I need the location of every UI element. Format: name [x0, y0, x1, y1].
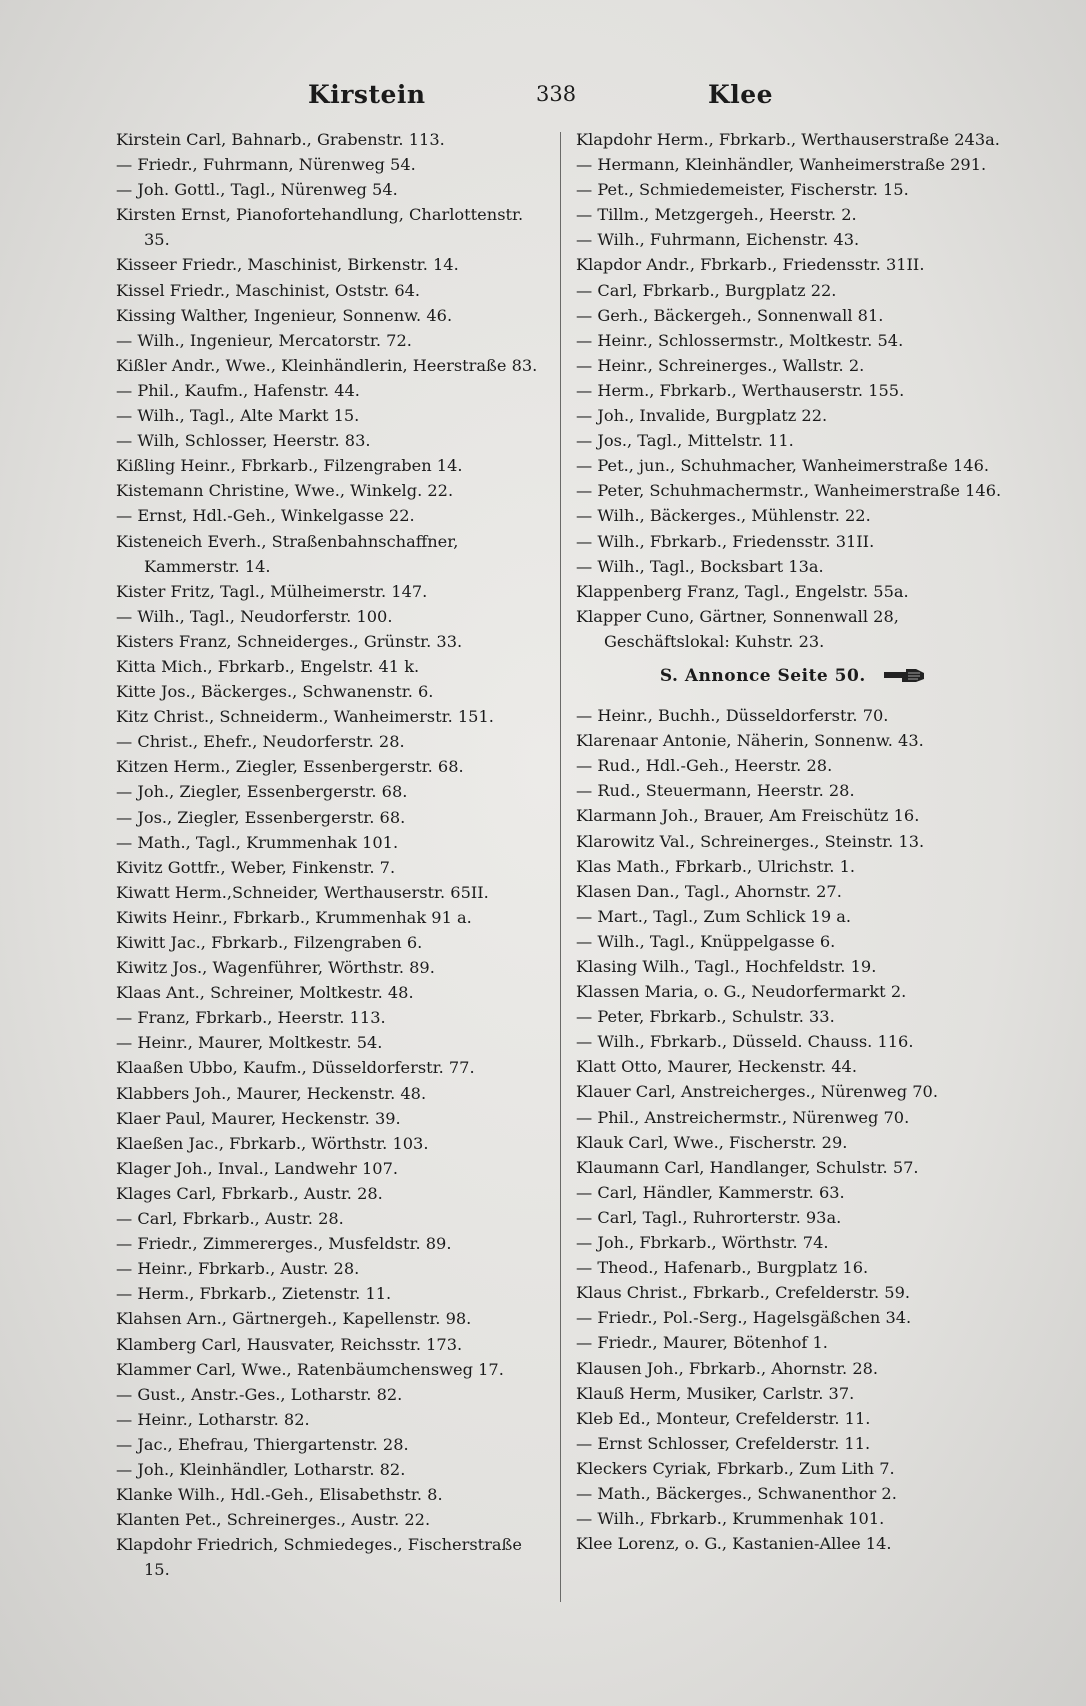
directory-entry: Klauß Herm, Musiker, Carlstr. 37.: [576, 1383, 855, 1403]
directory-entry: — Wilh., Tagl., Bocksbart 13a.: [576, 556, 824, 576]
directory-entry: — Wilh., Fbrkarb., Friedensstr. 31II.: [576, 531, 875, 551]
directory-entry: Klasen Dan., Tagl., Ahornstr. 27.: [576, 881, 842, 901]
column-divider: [560, 132, 561, 1602]
directory-entry: Kirstein Carl, Bahnarb., Grabenstr. 113.: [116, 130, 445, 149]
directory-entry: Kiwitt Jac., Fbrkarb., Filzengraben 6.: [116, 933, 423, 952]
directory-entry: Kivitz Gottfr., Weber, Finkenstr. 7.: [116, 857, 396, 877]
directory-entry: Klee Lorenz, o. G., Kastanien-Allee 14.: [576, 1534, 892, 1554]
directory-entry: — Rud., Steuermann, Heerstr. 28.: [576, 781, 855, 801]
directory-entry: — Carl, Händler, Kammerstr. 63.: [576, 1182, 845, 1202]
directory-entry: Klapdohr Friedrich, Schmiedeges., Fischerstraße 15.: [116, 1535, 522, 1580]
directory-entry: Kissel Friedr., Maschinist, Oststr. 64.: [116, 280, 421, 300]
directory-entry: — Joh., Invalide, Burgplatz 22.: [576, 406, 828, 426]
directory-entry: Klahsen Arn., Gärtnergeh., Kapellenstr. 98.: [116, 1309, 472, 1329]
right-column-top: [576, 127, 1010, 654]
directory-entry: — Jos., Ziegler, Essenbergerstr. 68.: [116, 807, 406, 827]
directory-entry: Klausen Joh., Fbrkarb., Ahornstr. 28.: [576, 1358, 879, 1378]
directory-entry: — Mart., Tagl., Zum Schlick 19 a.: [576, 906, 852, 926]
right-column-bottom: [576, 703, 1010, 1556]
directory-entry: — Rud., Hdl.-Geh., Heerstr. 28.: [576, 756, 833, 776]
directory-entry: — Wilh., Bäckerges., Mühlenstr. 22.: [576, 506, 871, 526]
directory-entry: — Wilh., Ingenieur, Mercatorstr. 72.: [116, 330, 412, 350]
directory-entry: — Gust., Anstr.-Ges., Lotharstr. 82.: [116, 1384, 403, 1404]
directory-entry: — Carl, Fbrkarb., Austr. 28.: [116, 1209, 344, 1229]
directory-entry: — Wilh., Fuhrmann, Eichenstr. 43.: [576, 230, 860, 250]
directory-entry: Kleckers Cyriak, Fbrkarb., Zum Lith 7.: [576, 1458, 895, 1478]
directory-entry: — Carl, Tagl., Ruhrorterstr. 93a.: [576, 1207, 842, 1227]
header-left-keyword: Kirstein: [308, 80, 426, 109]
page-header: [118, 80, 978, 114]
directory-entry: Klarowitz Val., Schreinerges., Steinstr. 13.: [576, 831, 925, 851]
left-column: [116, 127, 548, 1582]
directory-entry: Klapdohr Herm., Fbrkarb., Werthauserstraße 243a.: [576, 130, 1000, 149]
right-column: [576, 127, 1010, 1556]
directory-entry: Klaeßen Jac., Fbrkarb., Wörthstr. 103.: [116, 1133, 429, 1153]
directory-entry: Klassen Maria, o. G., Neudorfermarkt 2.: [576, 982, 907, 1002]
directory-entry: Klaus Christ., Fbrkarb., Crefelderstr. 59.: [576, 1283, 911, 1303]
directory-entry: — Ernst, Hdl.-Geh., Winkelgasse 22.: [116, 506, 415, 526]
directory-entry: — Friedr., Pol.-Serg., Hagelsgäßchen 34.: [576, 1308, 912, 1328]
directory-entry: — Peter, Schuhmachermstr., Wanheimerstraße 146.: [576, 481, 1002, 501]
directory-entry: Klager Joh., Inval., Landwehr 107.: [116, 1158, 399, 1178]
directory-entry: Klappenberg Franz, Tagl., Engelstr. 55a.: [576, 581, 909, 601]
directory-entry: — Herm., Fbrkarb., Werthauserstr. 155.: [576, 380, 905, 400]
directory-entry: — Wilh., Tagl., Knüppelgasse 6.: [576, 931, 836, 951]
directory-entry: — Friedr., Zimmererges., Musfeldstr. 89.: [116, 1234, 452, 1254]
directory-entry: — Math., Bäckerges., Schwanenthor 2.: [576, 1483, 897, 1503]
directory-entry: Kleb Ed., Monteur, Crefelderstr. 11.: [576, 1408, 871, 1428]
directory-entry: — Wilh., Tagl., Neudorferstr. 100.: [116, 606, 393, 626]
pointing-hand-icon: [882, 667, 926, 683]
directory-entry: — Gerh., Bäckergeh., Sonnenwall 81.: [576, 305, 884, 325]
directory-entry: — Pet., Schmiedemeister, Fischerstr. 15.: [576, 180, 909, 200]
directory-entry: — Jac., Ehefrau, Thiergartenstr. 28.: [116, 1434, 409, 1454]
directory-entry: Kisters Franz, Schneiderges., Grünstr. 33.: [116, 631, 463, 651]
directory-entry: Kiwitz Jos., Wagenführer, Wörthstr. 89.: [116, 958, 435, 978]
directory-entry: Klammer Carl, Wwe., Ratenbäumchensweg 17.: [116, 1359, 504, 1379]
directory-entry: Klapdor Andr., Fbrkarb., Friedensstr. 31II.: [576, 255, 925, 275]
directory-entry: — Joh., Fbrkarb., Wörthstr. 74.: [576, 1233, 829, 1253]
directory-entry: Kitz Christ., Schneiderm., Wanheimerstr. 151.: [116, 707, 494, 727]
directory-entry: Kitte Jos., Bäckerges., Schwanenstr. 6.: [116, 682, 434, 702]
directory-entry: Kitzen Herm., Ziegler, Essenbergerstr. 68.: [116, 757, 464, 777]
directory-entry: — Heinr., Schreinerges., Wallstr. 2.: [576, 355, 865, 375]
directory-entry: Klaaßen Ubbo, Kaufm., Düsseldorferstr. 77.: [116, 1058, 475, 1078]
directory-entry: — Wilh., Fbrkarb., Krummenhak 101.: [576, 1509, 885, 1529]
annonce-notice: [576, 664, 1010, 689]
directory-entry: Kiwatt Herm.,Schneider, Werthauserstr. 65II.: [116, 882, 489, 902]
directory-entry: — Herm., Fbrkarb., Zietenstr. 11.: [116, 1284, 392, 1304]
directory-entry: — Joh., Kleinhändler, Lotharstr. 82.: [116, 1459, 406, 1479]
directory-entry: Klamberg Carl, Hausvater, Reichsstr. 173.: [116, 1334, 463, 1354]
directory-entry: — Theod., Hafenarb., Burgplatz 16.: [576, 1258, 869, 1278]
page-number: 338: [536, 82, 577, 106]
directory-entry: — Friedr., Fuhrmann, Nürenweg 54.: [116, 155, 416, 175]
directory-entry: — Wilh, Schlosser, Heerstr. 83.: [116, 431, 371, 451]
directory-entry: — Heinr., Fbrkarb., Austr. 28.: [116, 1259, 360, 1279]
directory-entry: — Math., Tagl., Krummenhak 101.: [116, 832, 399, 852]
directory-entry: Kirsten Ernst, Pianofortehandlung, Charlottenstr. 35.: [116, 205, 524, 250]
directory-entry: — Heinr., Buchh., Düsseldorferstr. 70.: [576, 706, 889, 726]
directory-entry: Klanke Wilh., Hdl.-Geh., Elisabethstr. 8.: [116, 1485, 443, 1505]
directory-entry: — Joh., Ziegler, Essenbergerstr. 68.: [116, 782, 408, 802]
directory-entry: Klaumann Carl, Handlanger, Schulstr. 57.: [576, 1157, 919, 1177]
directory-entry: — Phil., Kaufm., Hafenstr. 44.: [116, 380, 360, 400]
directory-entry: — Pet., jun., Schuhmacher, Wanheimerstraße 146.: [576, 456, 990, 476]
directory-entry: Kister Fritz, Tagl., Mülheimerstr. 147.: [116, 581, 428, 601]
directory-entry: — Ernst Schlosser, Crefelderstr. 11.: [576, 1433, 871, 1453]
directory-entry: — Jos., Tagl., Mittelstr. 11.: [576, 431, 794, 451]
directory-entry: Kißler Andr., Wwe., Kleinhändlerin, Heerstraße 83.: [116, 355, 538, 375]
directory-entry: Klaer Paul, Maurer, Heckenstr. 39.: [116, 1108, 401, 1128]
directory-entry: Klauk Carl, Wwe., Fischerstr. 29.: [576, 1132, 848, 1152]
directory-entry: Kißling Heinr., Fbrkarb., Filzengraben 14.: [116, 456, 463, 476]
directory-entry: — Phil., Anstreichermstr., Nürenweg 70.: [576, 1107, 910, 1127]
directory-entry: Klarenaar Antonie, Näherin, Sonnenw. 43.: [576, 731, 924, 751]
directory-entry: Kisteneich Everh., Straßenbahnschaffner, Kammerstr. 14.: [116, 531, 459, 576]
annonce-text: S. Annonce Seite 50.: [659, 665, 866, 686]
directory-entry: Klabbers Joh., Maurer, Heckenstr. 48.: [116, 1083, 427, 1103]
directory-entry: — Joh. Gottl., Tagl., Nürenweg 54.: [116, 180, 398, 200]
directory-entry: Klas Math., Fbrkarb., Ulrichstr. 1.: [576, 856, 856, 876]
directory-entry: — Carl, Fbrkarb., Burgplatz 22.: [576, 280, 837, 300]
directory-entry: — Heinr., Schlossermstr., Moltkestr. 54.: [576, 330, 904, 350]
directory-entry: — Tillm., Metzgergeh., Heerstr. 2.: [576, 205, 857, 225]
directory-entry: Klarmann Joh., Brauer, Am Freischütz 16.: [576, 806, 920, 826]
directory-entry: Klauer Carl, Anstreicherges., Nürenweg 70.: [576, 1082, 938, 1102]
directory-entry: Klapper Cuno, Gärtner, Sonnenwall 28, Geschäftslokal: Kuhstr. 23.: [576, 606, 899, 651]
directory-entry: Klanten Pet., Schreinerges., Austr. 22.: [116, 1510, 431, 1530]
directory-entry: Klages Carl, Fbrkarb., Austr. 28.: [116, 1183, 383, 1203]
directory-entry: — Heinr., Maurer, Moltkestr. 54.: [116, 1033, 383, 1053]
directory-entry: Kisseer Friedr., Maschinist, Birkenstr. 14.: [116, 255, 459, 275]
directory-entry: — Wilh., Tagl., Alte Markt 15.: [116, 406, 360, 426]
directory-entry: Kistemann Christine, Wwe., Winkelg. 22.: [116, 481, 454, 501]
directory-entry: — Peter, Fbrkarb., Schulstr. 33.: [576, 1007, 835, 1027]
directory-entry: — Franz, Fbrkarb., Heerstr. 113.: [116, 1008, 386, 1028]
directory-entry: — Heinr., Lotharstr. 82.: [116, 1409, 310, 1429]
directory-entry: Klasing Wilh., Tagl., Hochfeldstr. 19.: [576, 957, 877, 976]
directory-entry: Kitta Mich., Fbrkarb., Engelstr. 41 k.: [116, 656, 420, 676]
directory-entry: Klatt Otto, Maurer, Heckenstr. 44.: [576, 1057, 857, 1077]
directory-entry: — Christ., Ehefr., Neudorferstr. 28.: [116, 732, 405, 752]
directory-entry: — Friedr., Maurer, Bötenhof 1.: [576, 1333, 828, 1353]
header-right-keyword: Klee: [708, 80, 774, 109]
directory-entry: Klaas Ant., Schreiner, Moltkestr. 48.: [116, 983, 414, 1003]
directory-entry: Kiwits Heinr., Fbrkarb., Krummenhak 91 a.: [116, 907, 472, 927]
directory-entry: Kissing Walther, Ingenieur, Sonnenw. 46.: [116, 305, 453, 325]
directory-entry: — Hermann, Kleinhändler, Wanheimerstraße 291.: [576, 155, 987, 175]
directory-entry: — Wilh., Fbrkarb., Düsseld. Chauss. 116.: [576, 1032, 914, 1052]
